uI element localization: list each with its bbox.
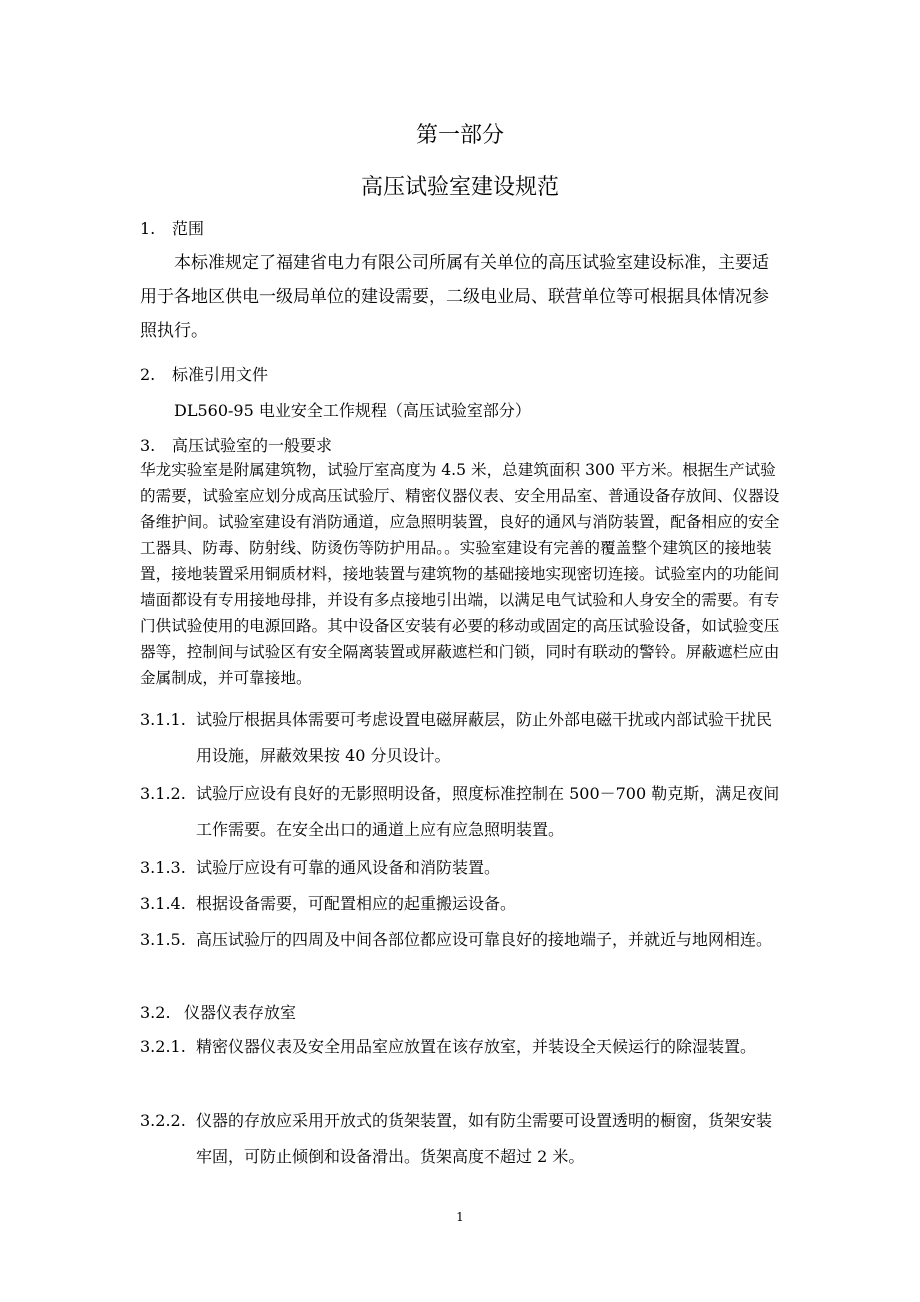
clause-number: 3.1.2. [140,784,186,803]
section-3-text: 华龙实验室是附属建筑物，试验厅室高度为 4.5 米，总建筑面积 300 平方米。根据生产试验的需要，试验室应划分成高压试验厅、精密仪器仪表、安全用品室、普通设备存放间、仪器设备维护间。试验室建设有消防通道，应急照明装置，良好的通风与消防装置，配备相应的安全工器具、防毒、防射线、防烫伤等防护用品。。实验室建设有完善的覆盖整个建筑区的接地装置，接地装置采用铜质材料，接地装置与建筑物的基础接地实现密切连接。试验室内的功能间墙面都设有专用接地母排，并设有多点接地引出端，以满足电气试验和人身安全的需要。有专门供试验使用的电源回路。其中设备区安装有必要的移动或固定的高压试验设备，如试验变压器等，控制间与试验区有安全隔离装置或屏蔽遮栏和门锁，同时有联动的警铃。屏蔽遮栏应由金属制成，并可靠接地。 [140,461,780,687]
clause-number: 3.2.2. [140,1111,186,1130]
clause-3-2-2 [140,1103,782,1175]
clause-number: 3.2.1. [140,1037,186,1056]
clause-text: 高压试验厅的四周及中间各部位都应设可靠良好的接地端子，并就近与地网相连。 [196,930,773,949]
clause-text: 仪器的存放应采用开放式的货架装置，如有防尘需要可设置透明的橱窗，货架安装牢固，可防止倾倒和设备滑出。货架高度不超过 2 米。 [196,1111,773,1166]
section-1-text: 本标准规定了福建省电力有限公司所属有关单位的高压试验室建设标准，主要适用于各地区供电一级局单位的建设需要，二级电业局、联营单位等可根据具体情况参照执行。 [140,253,769,341]
section-3-heading [140,433,332,456]
page-number: 1 [456,1210,464,1224]
clause-number: 3.1.3. [140,858,186,877]
section-number: 1. [140,219,156,238]
clause-3-1-5 [140,922,782,958]
section-label: 范围 [172,219,205,238]
clause-3-1-2 [140,776,782,848]
section-label: 仪器仪表存放室 [184,1003,297,1022]
clause-3-1-4 [140,886,782,922]
section-2-heading [140,362,268,385]
clause-text: 试验厅根据具体需要可考虑设置电磁屏蔽层，防止外部电磁干扰或内部试验干扰民用设施，屏蔽效果按 40 分贝设计。 [196,710,773,765]
section-label: 高压试验室的一般要求 [172,436,333,455]
clause-text: 精密仪器仪表及安全用品室应放置在该存放室，并装设全天候运行的除湿装置。 [196,1037,757,1056]
doc-subtitle: 高压试验室建设规范 [360,175,559,200]
clause-3-1-1 [140,702,782,774]
clause-3-2-1 [140,1029,782,1065]
clause-number: 3.1.1. [140,710,186,729]
doc-title: 第一部分 [415,123,504,148]
clause-text: 试验厅应设有可靠的通风设备和消防装置。 [196,858,501,877]
section-label: 标准引用文件 [172,365,269,384]
section-number: 3.2. [140,1003,171,1022]
clause-number: 3.1.5. [140,930,186,949]
clause-3-1-3 [140,850,782,886]
clause-number: 3.1.4. [140,894,186,913]
section-number: 2. [140,365,156,384]
clause-text: 试验厅应设有良好的无影照明设备，照度标准控制在 500－700 勒克斯，满足夜间工作需要。在安全出口的通道上应有应急照明装置。 [196,784,780,839]
section-1-heading [140,216,204,239]
clause-text: 根据设备需要，可配置相应的起重搬运设备。 [196,894,517,913]
section-number: 3. [140,436,156,455]
section-2-reference: DL560-95 电业安全工作规程（高压试验室部分） [174,401,531,420]
section-3-2-heading [140,1000,296,1023]
